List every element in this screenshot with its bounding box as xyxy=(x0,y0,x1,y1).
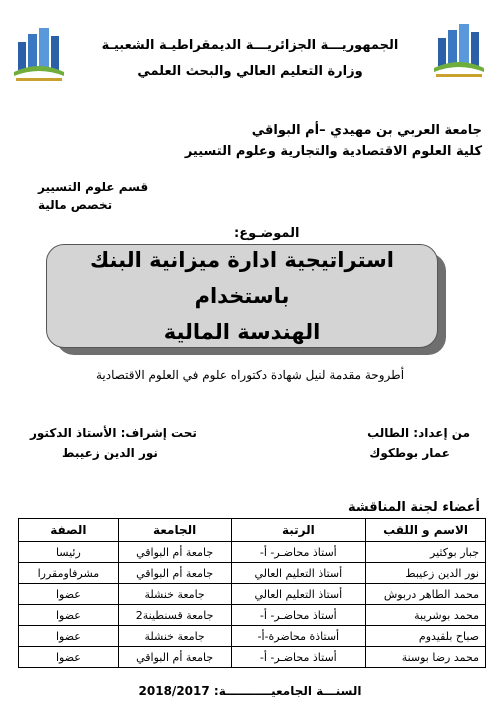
committee-table xyxy=(18,518,486,668)
committee-title: أعضاء لجنة المناقشة xyxy=(347,500,480,515)
academic-year-label: السنـــة الجامعيـــــــــــة: xyxy=(213,684,362,698)
member-university: جامعة أم البواقي xyxy=(118,542,231,563)
faculty-name: كلية العلوم الاقتصادية والتجارية وعلوم التسيير xyxy=(184,144,482,159)
member-role: مشرفاومقررا xyxy=(19,563,119,584)
supervision-label: تحت إشراف: الأستاذ الدكتور xyxy=(30,426,197,440)
department-name: قسم علوم التسيير xyxy=(38,180,149,194)
table-row xyxy=(19,647,486,668)
member-university: جامعة أم البواقي xyxy=(118,647,231,668)
column-header-name: الاسم و اللقب xyxy=(366,519,486,542)
member-rank: أستاذ محاضـر- أ- xyxy=(231,647,366,668)
member-name: نور الدين زعيبط xyxy=(366,563,486,584)
member-role: عضوا xyxy=(19,605,119,626)
member-university: جامعة خنشلة xyxy=(118,626,231,647)
thesis-title-line-2: الهندسة المالية xyxy=(163,320,321,344)
subject-label: الموضـوع: xyxy=(234,226,300,241)
member-role: عضوا xyxy=(19,626,119,647)
member-name: جبار بوكثير xyxy=(366,542,486,563)
member-university: جامعة خنشلة xyxy=(118,584,231,605)
member-rank: أستاذ التعليم العالي xyxy=(231,584,366,605)
republic-header: الجمهوريـــة الجزائريـــة الديمقراطيـة الشعبيـة xyxy=(101,38,399,53)
university-name: جامعة العربي بن مهيدي –أم البواقي xyxy=(251,123,482,138)
member-role: عضوا xyxy=(19,584,119,605)
member-university: جامعة قسنطينة2 xyxy=(118,605,231,626)
member-role: رئيسا xyxy=(19,542,119,563)
supervisor-name: نور الدين زعيبط xyxy=(62,446,158,460)
table-row xyxy=(19,605,486,626)
thesis-subtitle: أطروحة مقدمة لنيل شهادة دكتوراه علوم في العلوم الاقتصادية xyxy=(95,368,405,382)
column-header-role: الصفة xyxy=(19,519,119,542)
thesis-title-line-1: استراتيجية ادارة ميزانية البنك باستخدام xyxy=(90,248,394,308)
column-header-university: الجامعة xyxy=(118,519,231,542)
column-header-rank: الرتبة xyxy=(231,519,366,542)
member-name: محمد الطاهر دربوش xyxy=(366,584,486,605)
member-rank: أستاذ محاضـر- أ- xyxy=(231,542,366,563)
academic-year xyxy=(0,684,500,698)
member-rank: أستاذ محاضـر- أ- xyxy=(231,605,366,626)
member-name: محمد بوشريبة xyxy=(366,605,486,626)
member-rank: أستاذة محاضرة-أ- xyxy=(231,626,366,647)
table-row xyxy=(19,584,486,605)
member-rank: أستاذ التعليم العالي xyxy=(231,563,366,584)
member-university: جامعة أم البواقي xyxy=(118,563,231,584)
academic-year-value: 2018/2017 xyxy=(138,684,210,698)
table-row xyxy=(19,542,486,563)
table-row xyxy=(19,563,486,584)
thesis-title-box xyxy=(46,244,438,348)
table-row xyxy=(19,626,486,647)
member-name: صباح بلقيدوم xyxy=(366,626,486,647)
committee-table-wrapper xyxy=(18,518,486,668)
specialty-name: تخصص مالية xyxy=(38,198,113,212)
member-name: محمد رضا بوسنة xyxy=(366,647,486,668)
ministry-header: وزارة التعليم العالي والبحث العلمي xyxy=(137,64,363,79)
prepared-by-label: من إعداد: الطالب xyxy=(367,426,470,440)
student-name: عمار بوطكوك xyxy=(369,446,450,460)
table-header-row xyxy=(19,519,486,542)
member-role: عضوا xyxy=(19,647,119,668)
